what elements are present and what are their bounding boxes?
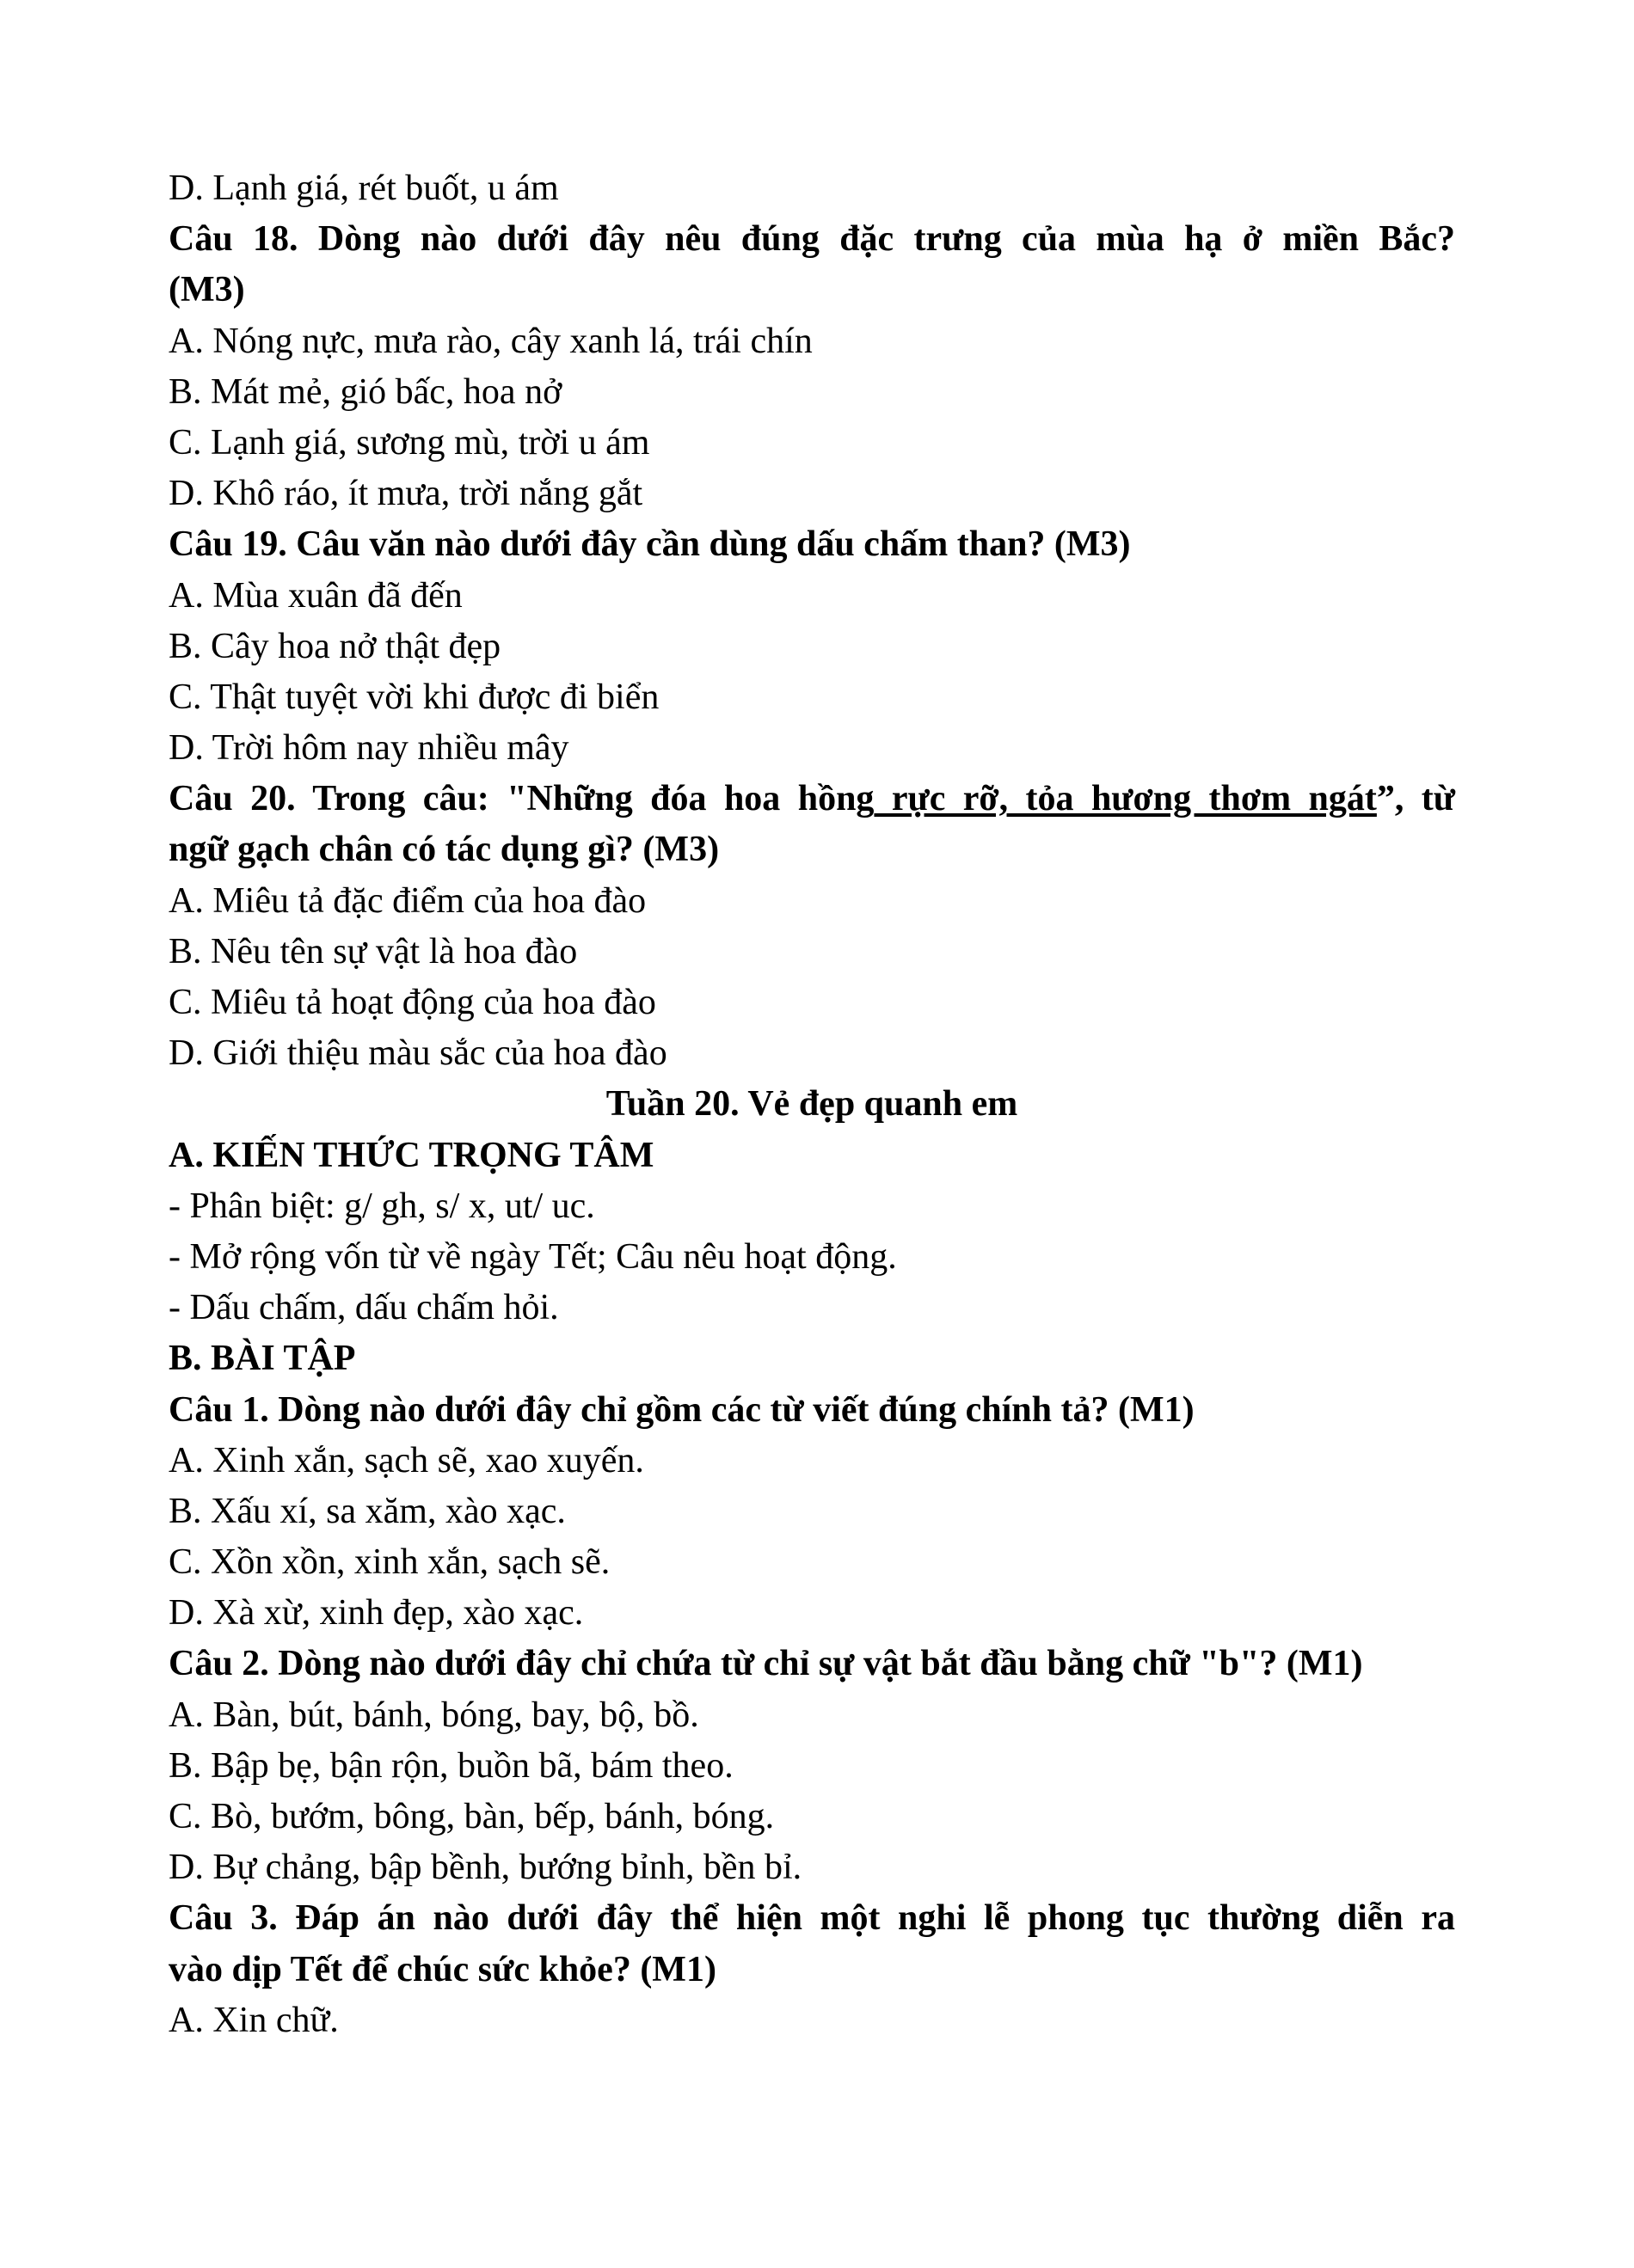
q18-title-line-1: Câu 18. Dòng nào dưới đây nêu đúng đặc trưng của mùa hạ ở miền Bắc?: [169, 219, 1455, 260]
section-b-heading: B. BÀI TẬP: [169, 1339, 356, 1379]
q19-title: Câu 19. Câu văn nào dưới đây cần dùng dấu chấm than? (M3): [169, 524, 1131, 565]
q18-title-line-2: (M3): [169, 270, 245, 310]
q3-title-line-1: Câu 3. Đáp án nào dưới đây thể hiện một nghi lễ phong tục thường diễn ra: [169, 1898, 1455, 1939]
q20-option-b: B. Nêu tên sự vật là hoa đào: [169, 931, 578, 972]
q20-title-line-2: ngữ gạch chân có tác dụng gì? (M3): [169, 830, 720, 870]
knowledge-item-1: - Phân biệt: g/ gh, s/ x, ut/ uc.: [169, 1186, 595, 1226]
knowledge-item-2: - Mở rộng vốn từ về ngày Tết; Câu nêu hoạt động.: [169, 1236, 897, 1277]
q1-option-a: A. Xinh xắn, sạch sẽ, xao xuyến.: [169, 1440, 644, 1480]
q1-option-b: B. Xấu xí, sa xăm, xào xạc.: [169, 1491, 566, 1531]
q20-underlined-phrase: rực rỡ, tỏa hương thơm ngát: [874, 779, 1377, 819]
knowledge-item-3: - Dấu chấm, dấu chấm hỏi.: [169, 1288, 559, 1328]
q20-option-a: A. Miêu tả đặc điểm của hoa đào: [169, 880, 647, 921]
document-page: [169, 163, 1455, 2046]
q2-option-b: B. Bập bẹ, bận rộn, buồn bã, bám theo.: [169, 1745, 734, 1786]
q17-option-d: D. Lạnh giá, rét buốt, u ám: [169, 169, 559, 208]
q20-title-suffix: ”, từ: [1376, 779, 1455, 819]
q20-option-c: C. Miêu tả hoạt động của hoa đào: [169, 983, 656, 1022]
q3-title-line-2: vào dịp Tết để chúc sức khỏe? (M1): [169, 1949, 716, 1989]
q1-option-c: C. Xồn xồn, xinh xắn, sạch sẽ.: [169, 1542, 611, 1583]
q3-option-a: A. Xin chữ.: [169, 2000, 339, 2040]
q19-option-a: A. Mùa xuân đã đến: [169, 575, 463, 616]
q18-option-c: C. Lạnh giá, sương mù, trời u ám: [169, 422, 650, 463]
q19-option-c: C. Thật tuyệt vời khi được đi biển: [169, 677, 660, 717]
q2-option-c: C. Bò, bướm, bông, bàn, bếp, bánh, bóng.: [169, 1797, 775, 1836]
q1-title: Câu 1. Dòng nào dưới đây chỉ gồm các từ viết đúng chính tả? (M1): [169, 1389, 1195, 1430]
q20-option-d: D. Giới thiệu màu sắc của hoa đào: [169, 1033, 667, 1074]
section-a-heading: A. KIẾN THỨC TRỌNG TÂM: [169, 1135, 654, 1175]
q2-option-a: A. Bàn, bút, bánh, bóng, bay, bộ, bồ.: [169, 1695, 699, 1735]
q20-title-prefix: Câu 20. Trong câu: "Những đóa hoa hồng: [169, 779, 875, 819]
q1-option-d: D. Xà xừ, xinh đẹp, xào xạc.: [169, 1593, 584, 1634]
q18-option-a: A. Nóng nực, mưa rào, cây xanh lá, trái chín: [169, 321, 813, 361]
q2-title: Câu 2. Dòng nào dưới đây chỉ chứa từ chỉ sự vật bắt đầu bằng chữ "b"? (M1): [169, 1644, 1363, 1684]
q18-option-b: B. Mát mẻ, gió bấc, hoa nở: [169, 371, 562, 412]
week-20-heading: Tuần 20. Vẻ đẹp quanh em: [605, 1084, 1018, 1125]
q2-option-d: D. Bự chảng, bập bềnh, bướng bỉnh, bền bỉ.: [169, 1848, 802, 1888]
q19-option-b: B. Cây hoa nở thật đẹp: [169, 626, 501, 666]
q19-option-d: D. Trời hôm nay nhiều mây: [169, 728, 569, 769]
q18-option-d: D. Khô ráo, ít mưa, trời nắng gắt: [169, 474, 643, 514]
q20-title-line-1: [169, 774, 1455, 824]
